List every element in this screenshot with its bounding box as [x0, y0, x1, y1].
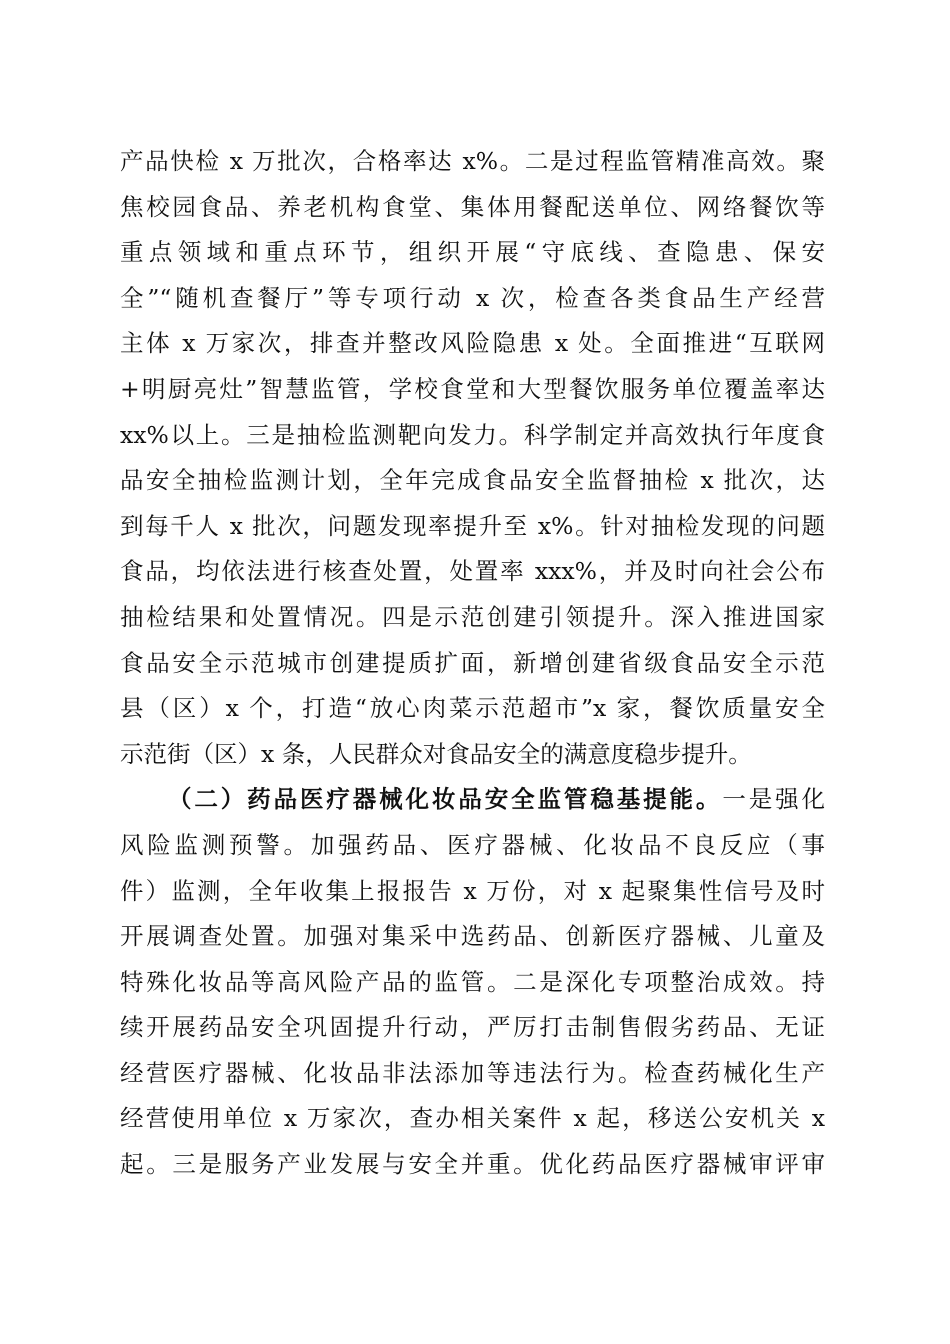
text-line: 特殊化妆品等高风险产品的监管。二是深化专项整治成效。持	[120, 967, 825, 996]
text-line: 经营使用单位 x 万家次，查办相关案件 x 起，移送公安机关 x	[120, 1104, 825, 1133]
text-line: 风险监测预警。加强药品、医疗器械、化妆品不良反应（事	[120, 830, 825, 859]
text-line: 重点领域和重点环节，组织开展“守底线、查隐患、保安	[120, 238, 825, 267]
text-line: 件）监测，全年收集上报报告 x 万份，对 x 起聚集性信号及时	[120, 876, 825, 905]
text-line: 县（区）x 个，打造“放心肉菜示范超市”x 家，餐饮质量安全	[120, 694, 825, 723]
paragraph-drug-safety	[120, 777, 825, 1187]
document-body	[120, 139, 825, 1188]
text-line: xx%以上。三是抽检监测靶向发力。科学制定并高效执行年度食	[120, 420, 825, 449]
text-line: 续开展药品安全巩固提升行动，严厉打击制售假劣药品、无证	[120, 1013, 825, 1042]
text-line: +明厨亮灶”智慧监管，学校食堂和大型餐饮服务单位覆盖率达	[120, 374, 825, 403]
text-line: 全”“随机查餐厅”等专项行动 x 次，检查各类食品生产经营	[120, 283, 825, 312]
paragraph-food-safety	[120, 139, 825, 777]
section-heading: （二）药品医疗器械化妆品安全监管稳基提能。	[168, 785, 723, 814]
text-line: 到每千人 x 批次，问题发现率提升至 x%。针对抽检发现的问题	[120, 511, 825, 540]
text-line: 焦校园食品、养老机构食堂、集体用餐配送单位、网络餐饮等	[120, 192, 825, 221]
text-line: 主体 x 万家次，排查并整改风险隐患 x 处。全面推进“互联网	[120, 329, 825, 358]
text-run: 一是强化	[722, 785, 825, 814]
text-line: 抽检结果和处置情况。四是示范创建引领提升。深入推进国家	[120, 602, 825, 631]
text-line: 品安全抽检监测计划，全年完成食品安全监督抽检 x 批次，达	[120, 466, 825, 495]
text-line: 食品安全示范城市创建提质扩面，新增创建省级食品安全示范	[120, 648, 825, 677]
text-line: 示范街（区）x 条，人民群众对食品安全的满意度稳步提升。	[120, 739, 752, 768]
text-line: 起。三是服务产业发展与安全并重。优化药品医疗器械审评审	[120, 1150, 825, 1179]
text-line-first	[120, 777, 825, 823]
text-line: 开展调查处置。加强对集采中选药品、创新医疗器械、儿童及	[120, 922, 825, 951]
text-line: 经营医疗器械、化妆品非法添加等违法行为。检查药械化生产	[120, 1058, 825, 1087]
text-line: 产品快检 x 万批次，合格率达 x%。二是过程监管精准高效。聚	[120, 147, 825, 175]
text-line: 食品，均依法进行核查处置，处置率 xxx%，并及时向社会公布	[120, 557, 825, 586]
